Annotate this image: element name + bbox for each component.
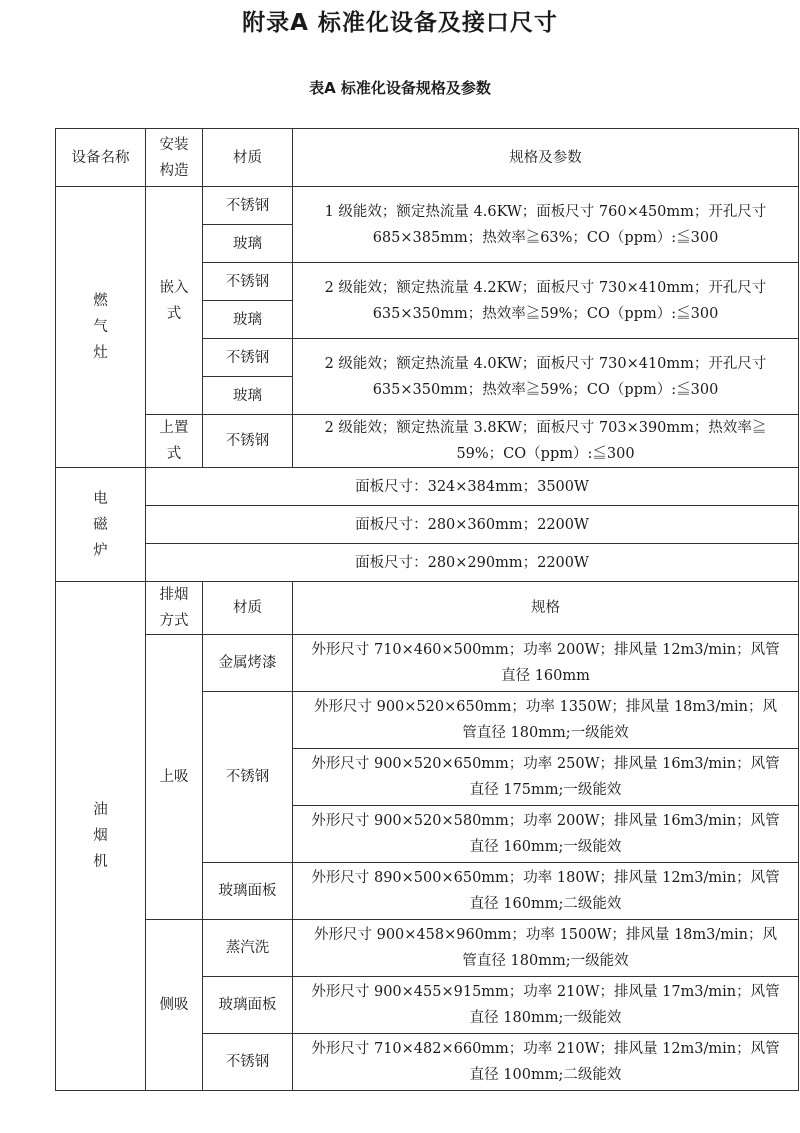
install-top-mounted: 上置 式 [146, 415, 203, 468]
spec-cell: 外形尺寸 710×482×660mm；功率 210W；排风量 12m3/min；风管 直径 100mm;二级能效 [293, 1034, 799, 1091]
header-material: 材质 [203, 129, 293, 187]
spec-cell: 外形尺寸 900×455×915mm；功率 210W；排风量 17m3/min；风管 直径 180mm;一级能效 [293, 977, 799, 1034]
spec-cell: 外形尺寸 900×520×650mm；功率 250W；排风量 16m3/min；风管 直径 175mm;一级能效 [293, 749, 799, 806]
material-cell: 玻璃 [203, 377, 293, 415]
material-cell: 不锈钢 [203, 692, 293, 863]
material-cell: 玻璃面板 [203, 863, 293, 920]
spec-cell: 外形尺寸 900×520×580mm；功率 200W；排风量 16m3/min；风管 直径 160mm;一级能效 [293, 806, 799, 863]
table-row [56, 544, 799, 582]
material-cell: 不锈钢 [203, 187, 293, 225]
material-cell: 不锈钢 [203, 1034, 293, 1091]
subheader-exhaust-type: 排烟 方式 [146, 582, 203, 635]
header-device-name: 设备名称 [56, 129, 146, 187]
exhaust-top-suction: 上吸 [146, 635, 203, 920]
material-cell: 不锈钢 [203, 339, 293, 377]
spec-cell: 外形尺寸 900×520×650mm；功率 1350W；排风量 18m3/min；风 管直径 180mm;一级能效 [293, 692, 799, 749]
install-embedded: 嵌入 式 [146, 187, 203, 415]
material-cell: 金属烤漆 [203, 635, 293, 692]
table-row [56, 468, 799, 506]
spec-cell: 2 级能效；额定热流量 3.8KW；面板尺寸 703×390mm；热效率≧ 59%；CO（ppm）:≦300 [293, 415, 799, 468]
spec-cell: 面板尺寸：280×290mm；2200W [146, 544, 799, 582]
material-cell: 玻璃面板 [203, 977, 293, 1034]
table-row [56, 920, 799, 977]
table-row [56, 506, 799, 544]
spec-table [55, 128, 799, 1091]
material-cell: 蒸汽洗 [203, 920, 293, 977]
spec-cell: 外形尺寸 890×500×650mm；功率 180W；排风量 12m3/min；风管 直径 160mm;二级能效 [293, 863, 799, 920]
material-cell: 不锈钢 [203, 263, 293, 301]
header-install-type: 安装 构造 [146, 129, 203, 187]
subheader-material: 材质 [203, 582, 293, 635]
table-header-row [56, 129, 799, 187]
spec-cell: 2 级能效；额定热流量 4.0KW；面板尺寸 730×410mm；开孔尺寸 635×350mm；热效率≧59%；CO（ppm）:≦300 [293, 339, 799, 415]
spec-cell: 面板尺寸：324×384mm；3500W [146, 468, 799, 506]
spec-cell: 面板尺寸：280×360mm；2200W [146, 506, 799, 544]
material-cell: 不锈钢 [203, 415, 293, 468]
subheader-spec: 规格 [293, 582, 799, 635]
material-cell: 玻璃 [203, 301, 293, 339]
table-row [56, 187, 799, 225]
spec-cell: 外形尺寸 900×458×960mm；功率 1500W；排风量 18m3/min；风 管直径 180mm;一级能效 [293, 920, 799, 977]
exhaust-side-suction: 侧吸 [146, 920, 203, 1091]
spec-cell: 1 级能效；额定热流量 4.6KW；面板尺寸 760×450mm；开孔尺寸 685×385mm；热效率≧63%；CO（ppm）:≦300 [293, 187, 799, 263]
spec-cell: 外形尺寸 710×460×500mm；功率 200W；排风量 12m3/min；风管 直径 160mm [293, 635, 799, 692]
table-caption: 表A 标准化设备规格及参数 [309, 79, 491, 97]
header-spec: 规格及参数 [293, 129, 799, 187]
page-title: 附录A 标准化设备及接口尺寸 [242, 10, 558, 36]
category-induction-cooker: 电 磁 炉 [56, 468, 146, 582]
table-subheader-row [56, 582, 799, 635]
material-cell: 玻璃 [203, 225, 293, 263]
table-row [56, 415, 799, 442]
spec-cell: 2 级能效；额定热流量 4.2KW；面板尺寸 730×410mm；开孔尺寸 635×350mm；热效率≧59%；CO（ppm）:≦300 [293, 263, 799, 339]
category-gas-stove: 燃 气 灶 [56, 187, 146, 468]
category-range-hood: 油 烟 机 [56, 582, 146, 1091]
table-row [56, 635, 799, 692]
